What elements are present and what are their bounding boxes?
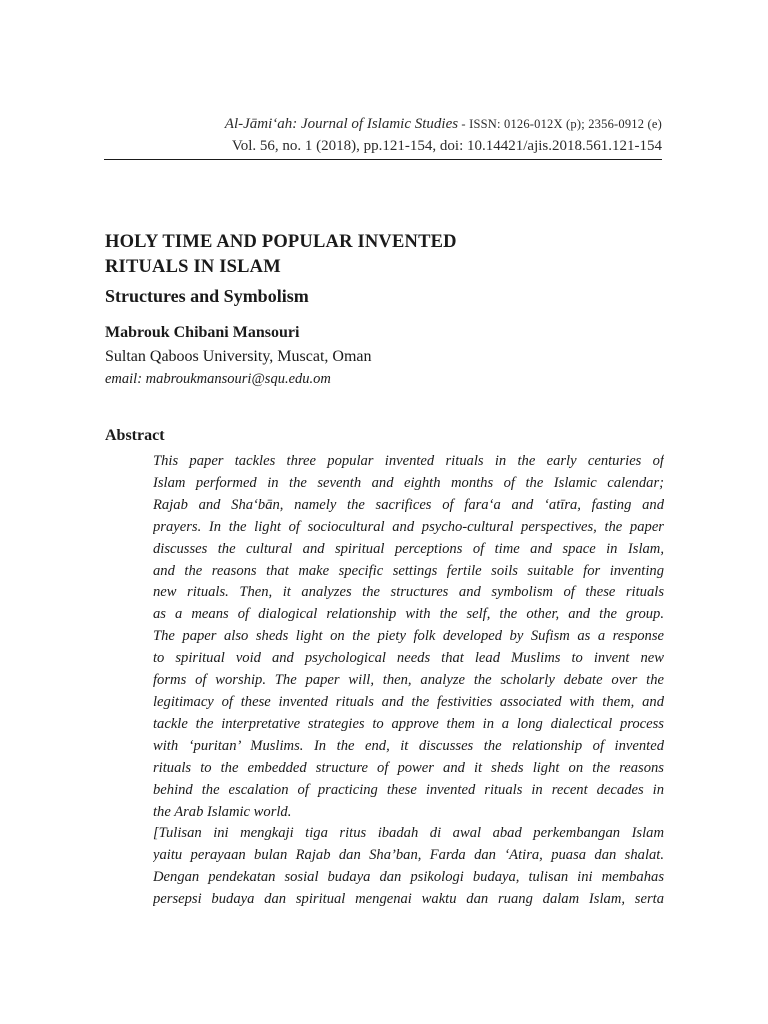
- abstract-line: persepsi budaya dan spiritual mengenai waktu dan ruang dalam Islam, serta: [153, 891, 664, 908]
- abstract-line: The paper also sheds light on the piety folk developed by Sufism as a response: [153, 628, 664, 645]
- author-name: Mabrouk Chibani Mansouri: [105, 324, 300, 341]
- abstract-body: [153, 451, 664, 911]
- journal-name: Al-Jāmi‘ah: Journal of Islamic Studies: [224, 116, 459, 132]
- abstract-line: the Arab Islamic world.: [153, 803, 292, 820]
- abstract-line: yaitu perayaan bulan Rajab dan Sha’ban, Farda dan ‘Atira, puasa dan shalat.: [153, 847, 664, 864]
- abstract-line: tackle the interpretative strategies to approve them in a long dialectical process: [153, 715, 664, 732]
- abstract-line: This paper tackles three popular invented rituals in the early centuries of: [153, 453, 664, 469]
- journal-citation: Vol. 56, no. 1 (2018), pp.121-154, doi: 10.14421/ajis.2018.561.121-154: [104, 136, 662, 160]
- journal-issn: - ISSN: 0126-012X (p); 2356-0912 (e): [458, 117, 662, 131]
- abstract-line: forms of worship. The paper will, then, analyze the scholarly debate over the: [153, 672, 664, 689]
- article-subtitle: Structures and Symbolism: [105, 286, 309, 306]
- article-title-line-2: RITUALS IN ISLAM: [105, 257, 281, 277]
- abstract-line: as a means of dialogical relationship with the self, the other, and the group.: [153, 606, 664, 623]
- journal-title-line: [104, 114, 662, 134]
- abstract-line: Dengan pendekatan sosial budaya dan psikologi budaya, tulisan ini membahas: [153, 869, 664, 886]
- abstract-line: behind the escalation of practicing these invented rituals in recent decades in: [153, 781, 664, 798]
- article-title-line-1: HOLY TIME AND POPULAR INVENTED: [105, 232, 457, 252]
- article-title: [105, 230, 665, 280]
- abstract-line: with ‘puritan’ Muslims. In the end, it discusses the relationship of invented: [153, 737, 664, 754]
- title-block: [105, 230, 665, 308]
- abstract-line: [Tulisan ini mengkaji tiga ritus ibadah di awal abad perkembangan Islam: [153, 825, 664, 842]
- author-email: email: mabroukmansouri@squ.edu.om: [105, 371, 331, 387]
- author-block: [105, 322, 665, 389]
- abstract-line: prayers. In the light of sociocultural and psycho-cultural perspectives, the paper: [153, 518, 664, 535]
- abstract-line: rituals to the embedded structure of power and it sheds light on the reasons: [153, 759, 664, 776]
- abstract-line: Rajab and Sha‘bān, namely the sacrifices of fara‘a and ‘atīra, fasting and: [153, 496, 664, 513]
- abstract-line: Islam performed in the seventh and eighth months of the Islamic calendar;: [153, 474, 664, 491]
- author-affiliation: Sultan Qaboos University, Muscat, Oman: [105, 348, 372, 365]
- abstract-line: discusses the cultural and spiritual perceptions of time and space in Islam,: [153, 540, 664, 557]
- abstract-line: new rituals. Then, it analyzes the structures and symbolism of these rituals: [153, 584, 664, 601]
- abstract-line: legitimacy of these invented rituals and the festivities associated with them, and: [153, 693, 664, 710]
- abstract-line: and the reasons that make specific settings fertile soils suitable for inventing: [153, 562, 664, 579]
- abstract-heading: Abstract: [105, 427, 165, 444]
- abstract-line: to spiritual void and psychological needs that lead Muslims to invent new: [153, 650, 664, 667]
- journal-header: [104, 114, 662, 160]
